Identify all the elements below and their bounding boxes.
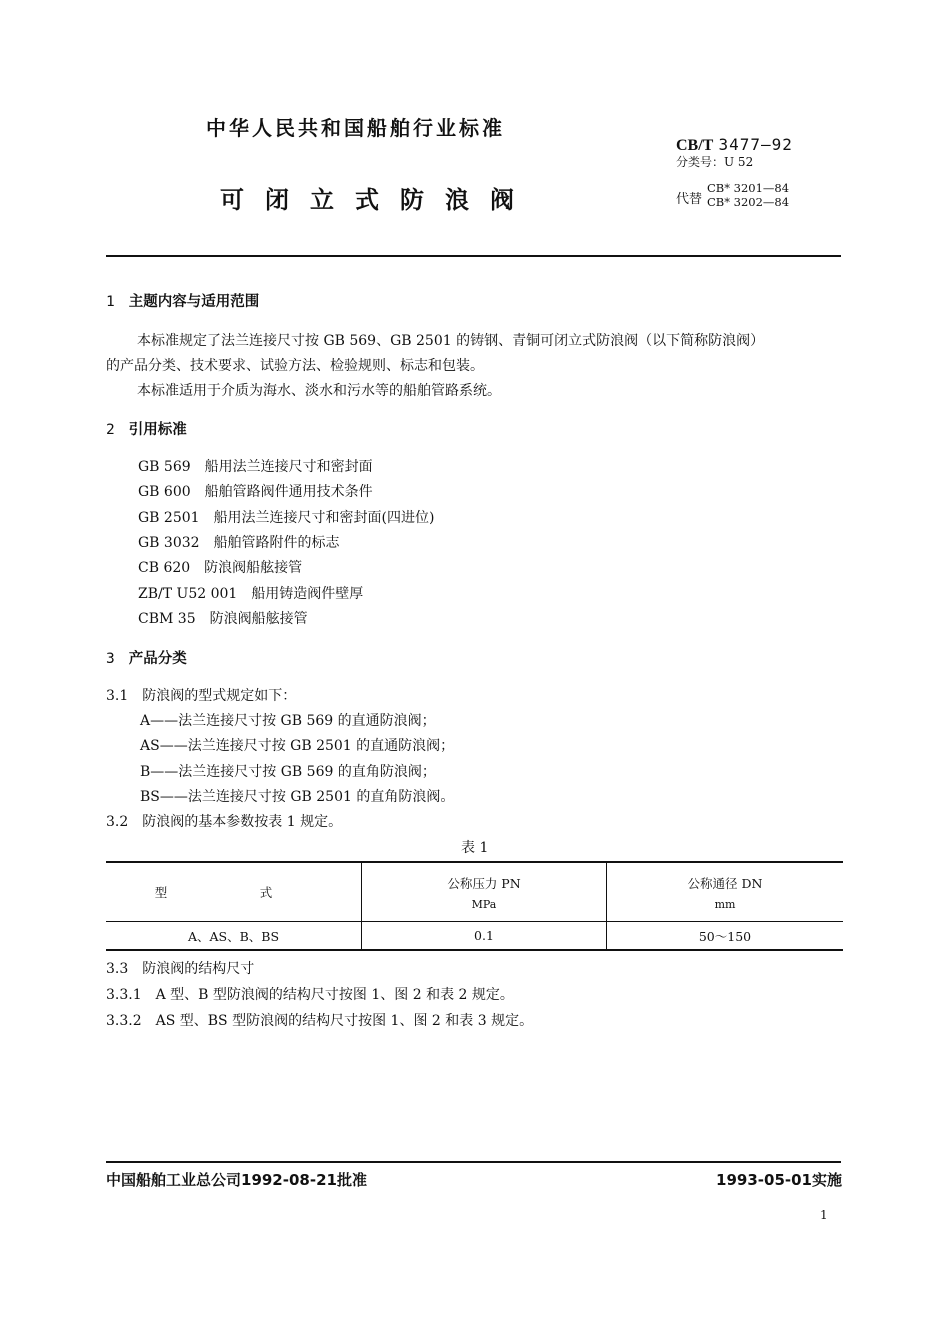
reference-code: CB 620: [138, 560, 191, 576]
header-pressure-unit: MPa: [471, 897, 497, 911]
page-number: 1: [820, 1208, 828, 1222]
section-number: 1: [106, 294, 115, 310]
clause-3-3-2: 3.3.2 AS 型、BS 型防浪阀的结构尺寸按图 1、图 2 和表 3 规定。: [106, 1013, 534, 1029]
replaces-list: [707, 181, 789, 209]
standard-prefix: CB/T: [676, 137, 714, 154]
table-cell: A、AS、B、BS: [106, 922, 362, 951]
reference-code: GB 569: [138, 459, 191, 475]
replaced-standard: CB* 3202—84: [707, 195, 790, 209]
section-number: 3: [106, 651, 115, 667]
paragraph: 本标准规定了法兰连接尺寸按 GB 569、GB 2501 的铸钢、青铜可闭立式防浪阀（以下简称防浪阀）: [137, 333, 765, 349]
paragraph: 本标准适用于介质为海水、淡水和污水等的船舶管路系统。: [137, 383, 501, 399]
table-cell: 0.1: [362, 922, 607, 951]
reference-item: [138, 608, 308, 628]
table-cell: 50～150: [607, 922, 844, 951]
section-title: 主题内容与适用范围: [128, 294, 260, 310]
paragraph: 的产品分类、技术要求、试验方法、检验规则、标志和包装。: [106, 358, 484, 374]
section-2-heading: [106, 418, 187, 439]
header-diameter-unit: mm: [714, 897, 736, 911]
reference-item: [138, 481, 373, 501]
table-caption: 表 1: [461, 840, 489, 856]
section-title: 产品分类: [128, 651, 187, 667]
issuing-body-title: 中华人民共和国船舶行业标准: [206, 116, 505, 140]
reference-item: [138, 532, 340, 552]
table-header-cell: [106, 862, 362, 922]
type-item: A——法兰连接尺寸按 GB 569 的直通防浪阀；: [140, 713, 436, 729]
replaces-label: 代替: [676, 192, 703, 207]
header-pressure: 公称压力 PN: [447, 875, 521, 891]
reference-name: 船用铸造阀件壁厚: [251, 586, 364, 602]
section-title: 引用标准: [128, 422, 187, 438]
standard-number: 3477—92: [718, 135, 793, 154]
section-1-heading: [106, 290, 259, 311]
reference-code: GB 2501: [138, 510, 200, 526]
parameter-table: [106, 861, 843, 951]
table-header-row: [106, 862, 843, 922]
type-item: B——法兰连接尺寸按 GB 569 的直角防浪阀；: [140, 764, 436, 780]
reference-item: [138, 507, 435, 527]
reference-item: [138, 557, 302, 577]
header-diameter: 公称通径 DN: [687, 875, 763, 891]
type-item: AS——法兰连接尺寸按 GB 2501 的直通防浪阀；: [140, 738, 455, 754]
reference-code: CBM 35: [138, 611, 196, 627]
footer-divider: [106, 1161, 841, 1163]
table-row: [106, 922, 843, 951]
reference-name: 防浪阀船舷接管: [209, 611, 308, 627]
clause-3-2: 3.2 防浪阀的基本参数按表 1 规定。: [106, 814, 343, 830]
reference-name: 船舶管路附件的标志: [213, 535, 340, 551]
reference-item: [138, 583, 363, 603]
approval-info: 中国船舶工业总公司1992-08-21批准: [106, 1171, 367, 1189]
reference-name: 船用法兰连接尺寸和密封面(四进位): [213, 510, 435, 526]
reference-name: 船用法兰连接尺寸和密封面: [204, 459, 373, 475]
clause-3-1: 3.1 防浪阀的型式规定如下：: [106, 688, 297, 704]
section-3-heading: [106, 647, 187, 668]
document-title: 可闭立式防浪阀: [220, 186, 535, 214]
reference-code: GB 600: [138, 484, 191, 500]
table-header-cell: [607, 862, 844, 922]
effective-date: 1993-05-01实施: [716, 1171, 842, 1189]
header-type: 型 式: [154, 885, 313, 900]
classification-number: 分类号：U 52: [676, 155, 754, 169]
clause-3-3: 3.3 防浪阀的结构尺寸: [106, 961, 255, 977]
replaced-standard: CB* 3201—84: [707, 181, 790, 195]
reference-code: GB 3032: [138, 535, 200, 551]
table-header-cell: [362, 862, 607, 922]
section-number: 2: [106, 422, 115, 438]
type-item: BS——法兰连接尺寸按 GB 2501 的直角防浪阀。: [140, 789, 455, 805]
reference-item: [138, 456, 373, 476]
reference-name: 防浪阀船舷接管: [204, 560, 303, 576]
standard-code: [676, 135, 793, 155]
reference-code: ZB/T U52 001: [138, 586, 238, 602]
header-divider: [106, 255, 841, 257]
reference-name: 船舶管路阀件通用技术条件: [204, 484, 373, 500]
clause-3-3-1: 3.3.1 A 型、B 型防浪阀的结构尺寸按图 1、图 2 和表 2 规定。: [106, 987, 514, 1003]
